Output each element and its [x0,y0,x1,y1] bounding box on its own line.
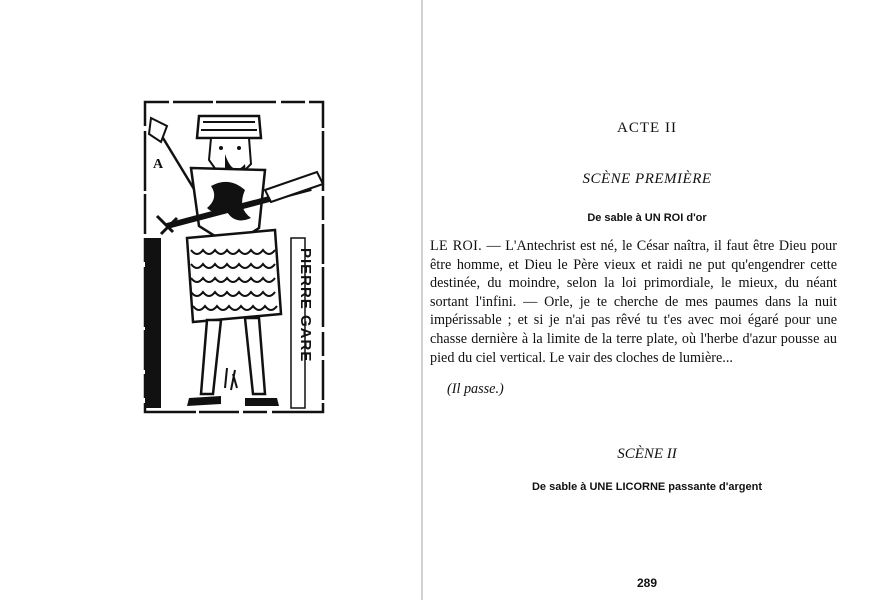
king-woodcut-illustration [141,98,327,416]
right-page [423,0,871,600]
page-number: 289 [636,576,658,590]
stage-direction: (Il passe.) [447,381,504,397]
woodcut-banner-text: PIERRE GARE [297,248,314,363]
scene2-title: SCÈNE II [617,446,677,462]
scene2-subtitle: De sable à UNE LICORNE passante d'argent [531,481,762,493]
left-page [0,0,421,600]
scene1-subtitle: De sable à UN ROI d'or [587,212,707,224]
speech-text: — L'Antechrist est né, le César naîtra, il faut être Dieu pour être homme, et Dieu le Père vieux et raidi ne put qu'engendrer cette destinée, du moindre, selon la loi primordiale, le mieux, du néant sortant l'infini. — Orle, je te cherche de mes paumes dans la nuit impérissable ; et si je n'ai pas rêvé tu t'es avec moi égaré pour une chasse dernière à la limite de la terre plate, où l'herbe d'azur pousse au pied du ciel vertical. Le vair des cloches de lumière... [430,238,837,366]
scene1-title: SCÈNE PREMIÈRE [582,171,712,187]
act-title: ACTE II [617,120,677,136]
woodcut-corner-letter: A [153,157,164,172]
king-speech [430,237,837,367]
speaker-name: LE ROI. [430,238,482,254]
